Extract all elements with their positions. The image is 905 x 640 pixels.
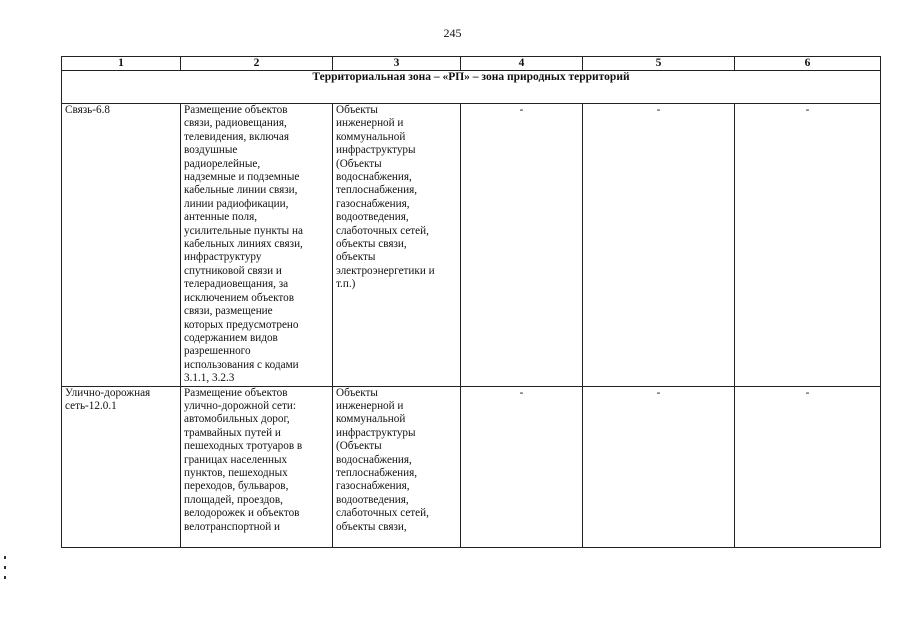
zone-title-row [62,71,881,104]
column-5-cell: - [583,104,735,387]
scan-edge-mark [4,576,6,579]
column-number-row [62,57,881,71]
column-number-2: 2 [181,57,333,71]
column-6-cell: - [735,104,881,387]
use-description-cell: Размещение объектов связи, радиовещания, телевидения, включая воздушные радиорелейные, надземные и подземные кабельные линии связи, линии радиофикации, антенные поля, усилительные пункты на кабельных линиях связи, инфраструктуру спутниковой связи и телерадиовещания, за исключением объектов связи, размещение которых предусмотрено содержанием видов разрешенного использования с кодами 3.1.1, 3.2.3 [181,104,333,387]
page-number: 245 [443,26,462,40]
scan-edge-mark [4,566,6,569]
column-5-cell: - [583,386,735,547]
use-code-cell: Улично-дорожная сеть-12.0.1 [62,386,181,547]
column-number-3: 3 [333,57,461,71]
zone-title: Территориальная зона – «РП» – зона природных территорий [62,71,881,104]
auxiliary-use-cell: Объекты инженерной и коммунальной инфраструктуры (Объекты водоснабжения, теплоснабжения, газоснабжения, водоотведения, слаботочных сетей, объекты связи, объекты электроэнергетики и т.п.) [333,104,461,387]
use-description-cell: Размещение объектов улично-дорожной сети: автомобильных дорог, трамвайных путей и пешеходных тротуаров в границах населенных пунктов, пешеходных переходов, бульваров, площадей, проездов, велодорожек и объектов велотранспортной и [181,386,333,547]
column-number-5: 5 [583,57,735,71]
table-row [62,386,881,547]
column-4-cell: - [461,386,583,547]
auxiliary-use-cell: Объекты инженерной и коммунальной инфраструктуры (Объекты водоснабжения, теплоснабжения, газоснабжения, водоотведения, слаботочных сетей, объекты связи, [333,386,461,547]
table-row [62,104,881,387]
scan-edge-mark [4,556,6,559]
column-6-cell: - [735,386,881,547]
zoning-table [61,56,881,548]
column-number-1: 1 [62,57,181,71]
column-number-6: 6 [735,57,881,71]
column-number-4: 4 [461,57,583,71]
use-code-cell: Связь-6.8 [62,104,181,387]
column-4-cell: - [461,104,583,387]
